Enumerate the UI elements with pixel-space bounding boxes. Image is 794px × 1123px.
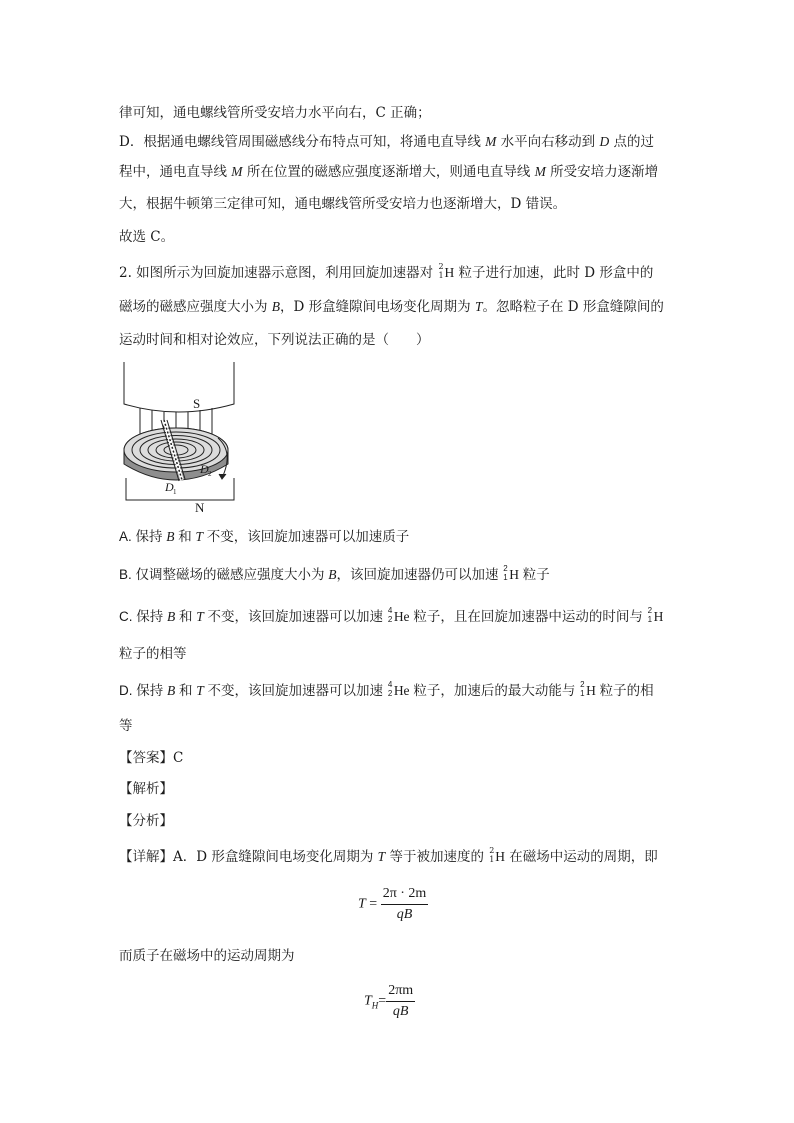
d1-sub-label: 1 [173, 488, 177, 496]
option-c-cont: 粒子的相等 [119, 646, 187, 661]
option-c: C. 保持 B 和 T 不变，该回旋加速器可以加速 4 2 He 粒子，且在回旋加速器中运动的时间与 2 1 H [119, 606, 664, 624]
option-d: D. 保持 B 和 T 不变，该回旋加速器可以加速 4 2 He 粒子，加速后的最大动能与 2 1 H 粒子的相 [119, 680, 654, 698]
answer-label: 【答案】C [119, 750, 184, 766]
nuclide-h2: 2 1 [438, 262, 444, 280]
text-line: 故选 C。 [119, 229, 175, 245]
formula-period: T = $\frac{2\pi \cdot 2m}{qB}$ [358, 886, 427, 922]
option-d-cont: 等 [119, 718, 133, 733]
math-var: D [599, 134, 610, 149]
option-b: B. 仅调整磁场的磁感应强度大小为 B，该回旋加速器仍可以加速 2 1 H 粒子 [119, 564, 550, 582]
fenxi-label: 【分析】 [119, 813, 173, 829]
text-fragment: 2. 如图所示为回旋加速器示意图，利用回旋加速器对 [119, 265, 438, 281]
math-var: M [534, 164, 546, 179]
math-var: T [474, 299, 483, 314]
d2-sub-label: 2 [208, 470, 212, 478]
nuclide-h2: 2 1 [647, 606, 653, 624]
math-var: B [271, 299, 281, 314]
question-line: 运动时间和相对论效应，下列说法正确的是（ ） [119, 332, 430, 348]
text-fragment: 所受安培力逐渐增 [545, 164, 659, 180]
d1-label: D [165, 480, 174, 494]
text-fragment: 水平向右移动到 [496, 134, 600, 150]
text-fragment: D．根据通电螺线管周围磁感线分布特点可知，将通电直导线 [119, 134, 486, 150]
math-var: M [231, 164, 243, 179]
pole-s-label: S [193, 396, 201, 411]
text-line [119, 163, 658, 181]
d2-label: D [200, 462, 209, 476]
nuclide-h2: 2 1 [580, 680, 585, 698]
nuclide-h2: 2 1 [489, 846, 495, 864]
detail-line: 【详解】A．D 形盒缝隙间电场变化周期为 T 等于被加速度的 2 1 H 在磁场中运动的周期，即 [119, 846, 658, 865]
pole-n-label: N [195, 500, 205, 515]
cyclotron-figure [118, 360, 243, 515]
proton-line: 而质子在磁场中的运动周期为 [119, 948, 295, 964]
nuclide-he4: 4 2 [387, 680, 393, 698]
math-var: M [485, 134, 497, 149]
text-fragment: 粒子进行加速，此时 D 形盒中的 [454, 265, 654, 281]
nuclide-symbol: H [444, 265, 455, 280]
text-fragment: 点的过 [609, 134, 655, 150]
formula-proton-period: $T_H=$ $\frac{2\pi m}{qB}$ [364, 983, 414, 1019]
text-line: 律可知，通电螺线管所受安培力水平向右，C 正确； [119, 105, 431, 121]
text-fragment: 磁场的磁感应强度大小为 [119, 299, 272, 315]
text-fragment: 所在位置的磁感应强度逐渐增大，则通电直导线 [242, 164, 535, 180]
question-line [119, 298, 664, 316]
option-a: A. 保持 B 和 T 不变，该回旋加速器可以加速质子 [119, 529, 410, 544]
question-line [119, 264, 653, 282]
text-fragment: 程中，通电直导线 [119, 164, 232, 180]
nuclide-h2: 2 1 [503, 564, 508, 582]
nuclide-he4: 4 2 [387, 606, 393, 624]
text-line: 大，根据牛顿第三定律可知，通电螺线管所受安培力也逐渐增大，D 错误。 [119, 196, 567, 212]
text-line [119, 133, 654, 151]
text-fragment: ，D 形盒缝隙间电场变化周期为 [280, 299, 475, 315]
text-fragment: 。忽略粒子在 D 形盒缝隙间的 [482, 299, 664, 315]
analysis-label: 【解析】 [119, 781, 173, 797]
